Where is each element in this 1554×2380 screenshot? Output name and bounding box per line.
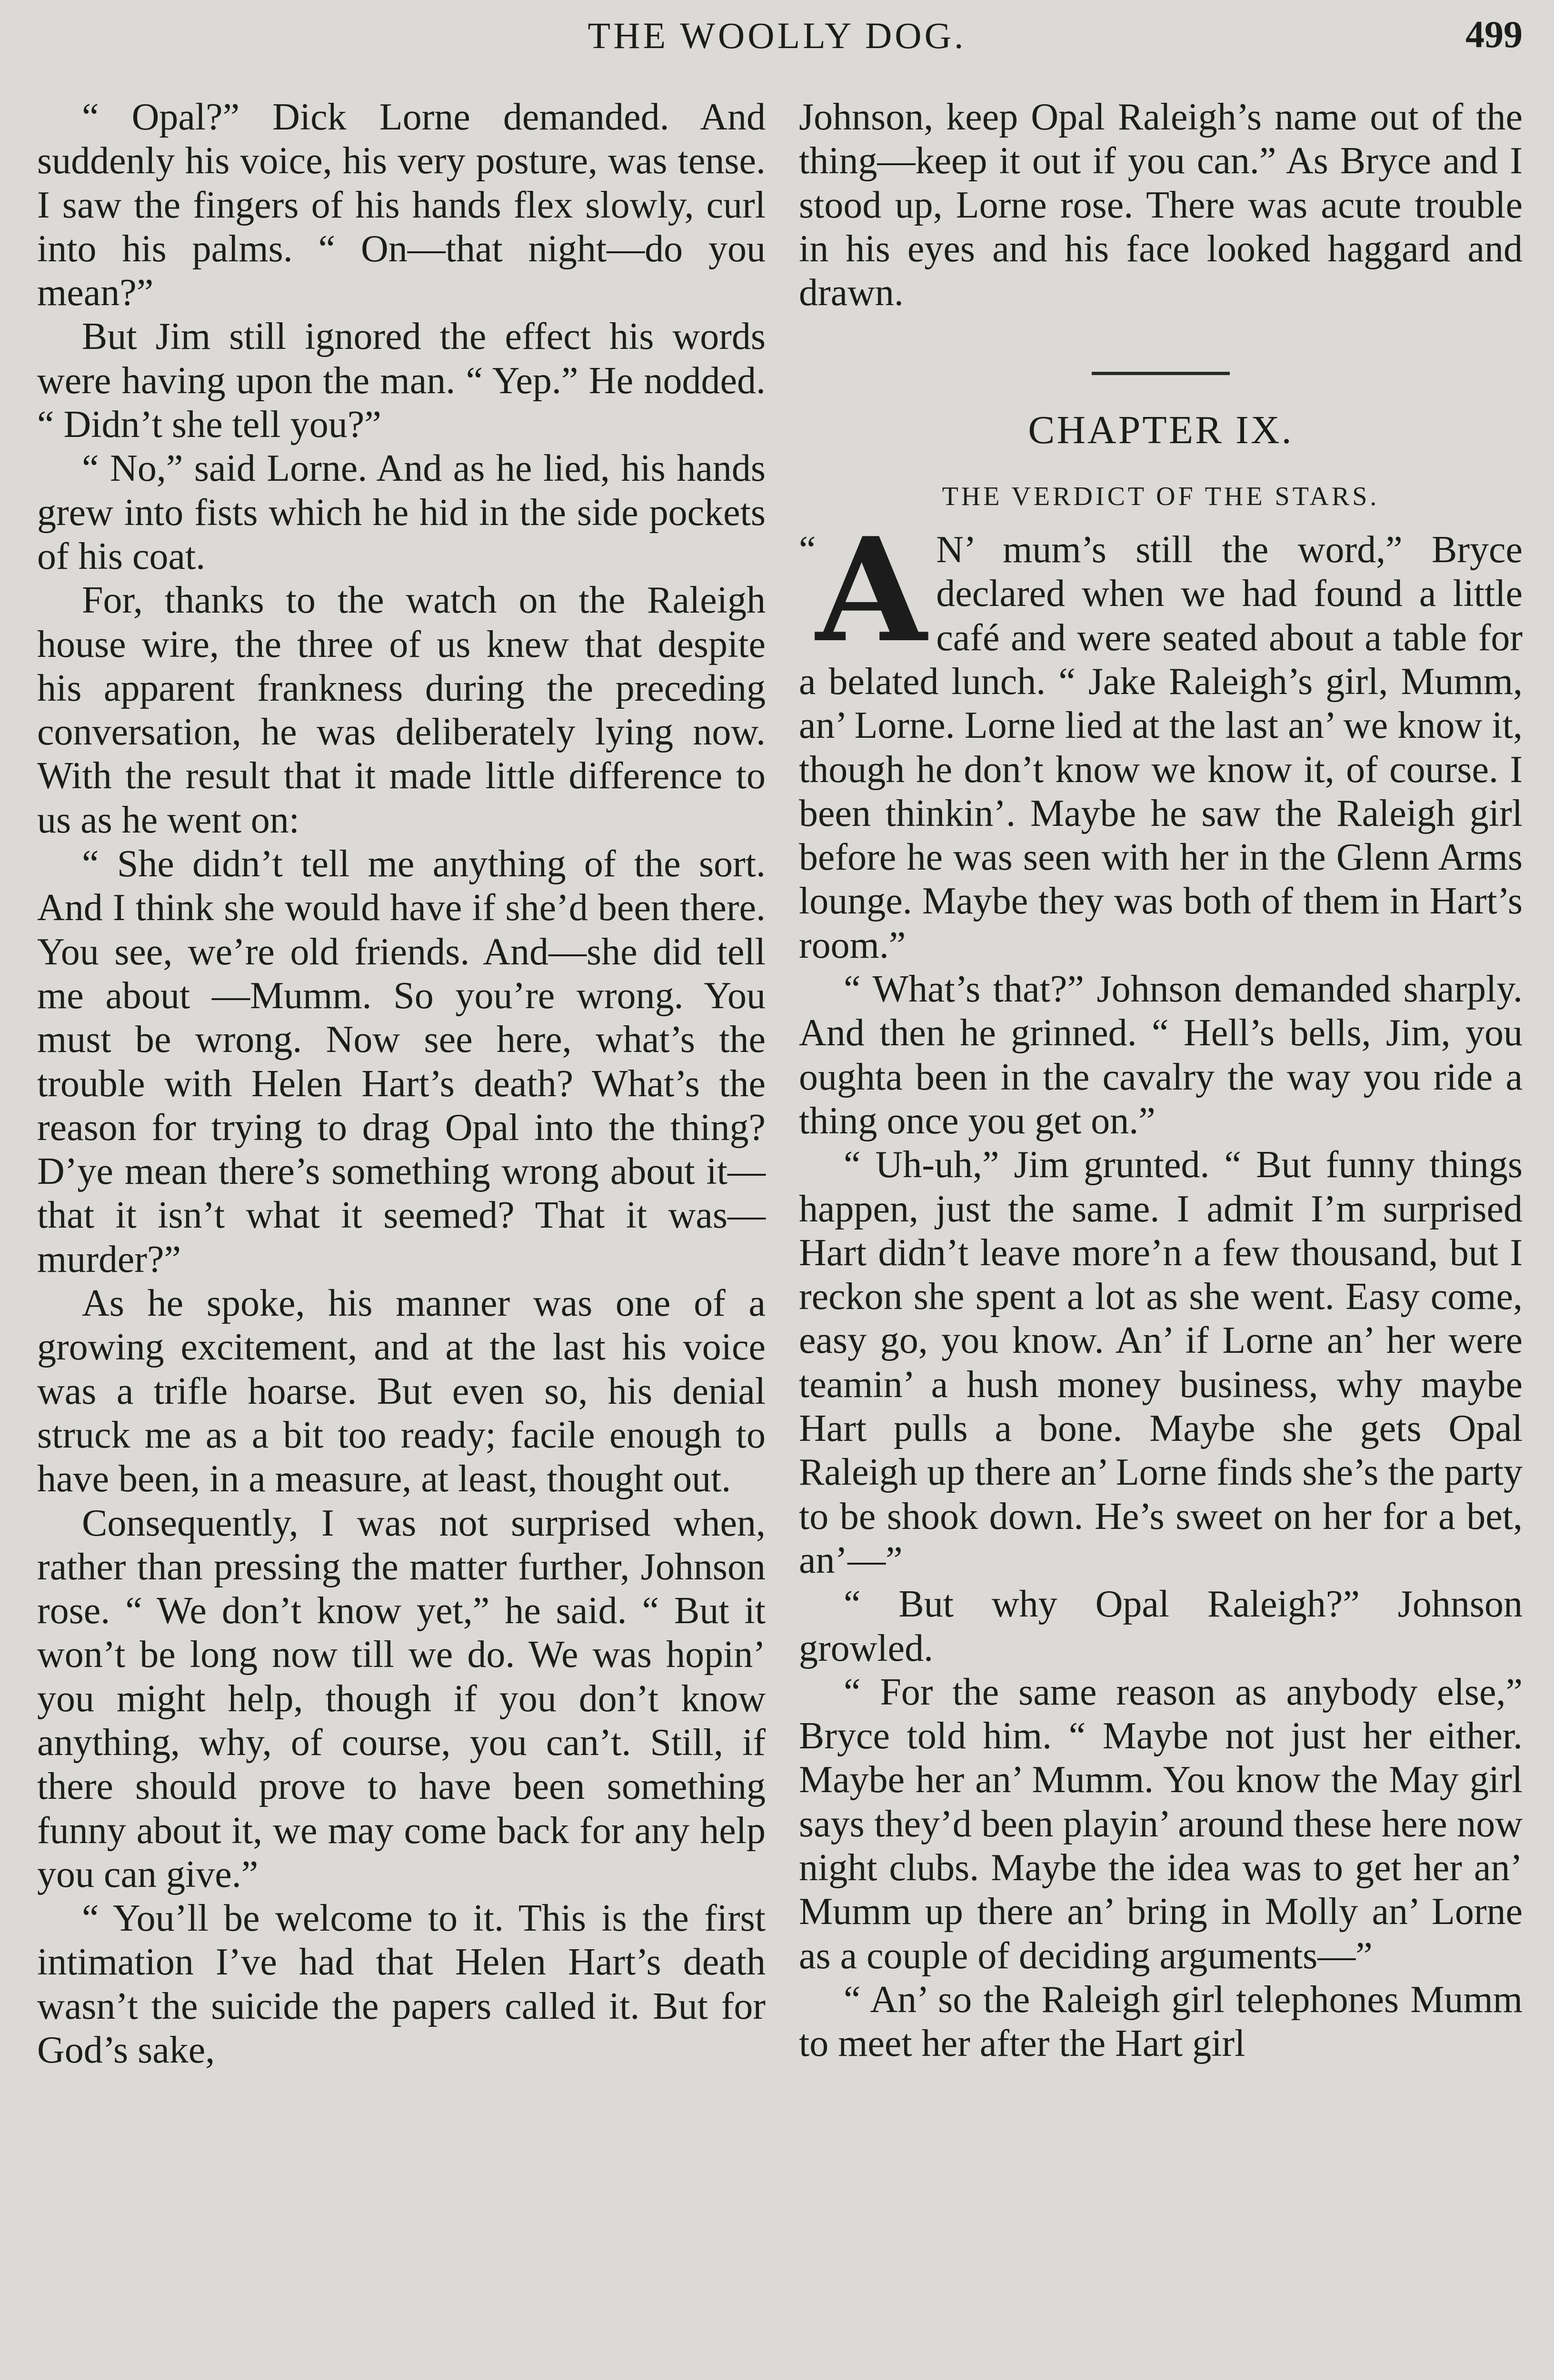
right-column (799, 95, 1523, 2380)
left-column (37, 95, 766, 2380)
paragraph: “ But why Opal Raleigh?” Johnson growled. (799, 1583, 1523, 1669)
page-number: 499 (1465, 14, 1523, 56)
chapter-opening-paragraph (799, 506, 1523, 967)
chapter-subtitle: THE VERDICT OF THE STARS. (942, 481, 1380, 511)
paragraph: “ You’ll be welcome to it. This is the first intimation I’ve had that Helen Hart’s death wasn’t the suicide the papers called it. But for God’s sake, (37, 1897, 766, 2072)
paragraph: “ No,” said Lorne. And as he lied, his hands grew into fists which he hid in the side pockets of his coat. (37, 447, 766, 577)
drop-cap: A (816, 506, 927, 674)
paragraph: Consequently, I was not surprised when, rather than pressing the matter further, Johnson rose. “ We don’t know yet,” he said. “ But it won’t be long now till we do. We was hopin’ you might help, though if you don’t know anything, why, of course, you can’t. Still, if there should prove to have been something funny about it, we may come back for any help you can give.” (37, 1502, 766, 1895)
opening-text: N’ mum’s still the word,” Bryce declared when we had found a little café and were seated about a table for a belated lunch. “ Jake Raleigh’s girl, Mumm, an’ Lorne. Lorne lied at the last an’ we know it, though he don’t know we know it, of course. I been thinkin’. Maybe he saw the Raleigh girl before he was seen with her in the Glenn Arms lounge. Maybe they was both of them in Hart’s room.” (799, 529, 1523, 966)
paragraph: “ An’ so the Raleigh girl telephones Mumm to meet her after the Hart girl (799, 1978, 1523, 2065)
page-header (0, 10, 1554, 62)
paragraph: As he spoke, his manner was one of a growing excitement, and at the last his voice was a trifle hoarse. But even so, his denial struck me as a bit too ready; facile enough to have been, in a measure, at least, thought out. (37, 1282, 766, 1500)
paragraph: “ What’s that?” Johnson demanded sharply. And then he grinned. “ Hell’s bells, Jim, you oughta been in the cavalry the way you ride a thing once you get on.” (799, 968, 1523, 1142)
section-divider (1092, 372, 1230, 375)
chapter-title: CHAPTER IX. (1028, 408, 1294, 453)
opening-quote: “ (799, 529, 816, 571)
paragraph: “ For the same reason as anybody else,” Bryce told him. “ Maybe not just her either. Maybe her an’ Mumm. You know the May girl says they’d been playin’ around these here now night clubs. Maybe the idea was to get her an’ Mumm up there an’ bring in Molly an’ Lorne as a couple of deciding arguments—” (799, 1671, 1523, 1977)
paragraph: For, thanks to the watch on the Raleigh house wire, the three of us knew that despite his apparent frankness during the preceding conversation, he was deliberately lying now. With the result that it made little difference to us as he went on: (37, 579, 766, 841)
paragraph: “ She didn’t tell me anything of the sort. And I think she would have if she’d been there. You see, we’re old friends. And—she did tell me about —Mumm. So you’re wrong. You must be wrong. Now see here, what’s the trouble with Helen Hart’s death? What’s the reason for trying to drag Opal into the thing? D’ye mean there’s something wrong about it—that it isn’t what it seemed? That it was—murder?” (37, 843, 766, 1280)
paragraph: But Jim still ignored the effect his words were having upon the man. “ Yep.” He nodded. “ Didn’t she tell you?” (37, 316, 766, 446)
running-title: THE WOOLLY DOG. (588, 15, 966, 56)
paragraph: “ Opal?” Dick Lorne demanded. And suddenly his voice, his very posture, was tense. I saw the fingers of his hands flex slowly, curl into his palms. “ On—that night—do you mean?” (37, 96, 766, 314)
paragraph: “ Uh-uh,” Jim grunted. “ But funny things happen, just the same. I admit I’m surprised Hart didn’t leave more’n a few thousand, but I reckon she spent a lot as she went. Easy come, easy go, you know. An’ if Lorne an’ her were teamin’ a hush money business, why maybe Hart pulls a bone. Maybe she gets Opal Raleigh up there an’ Lorne finds she’s the party to be shook down. He’s sweet on her for a bet, an’—” (799, 1144, 1523, 1581)
paragraph: Johnson, keep Opal Raleigh’s name out of the thing—keep it out if you can.” As Bryce and I stood up, Lorne rose. There was acute trouble in his eyes and his face looked haggard and drawn. (799, 96, 1523, 314)
